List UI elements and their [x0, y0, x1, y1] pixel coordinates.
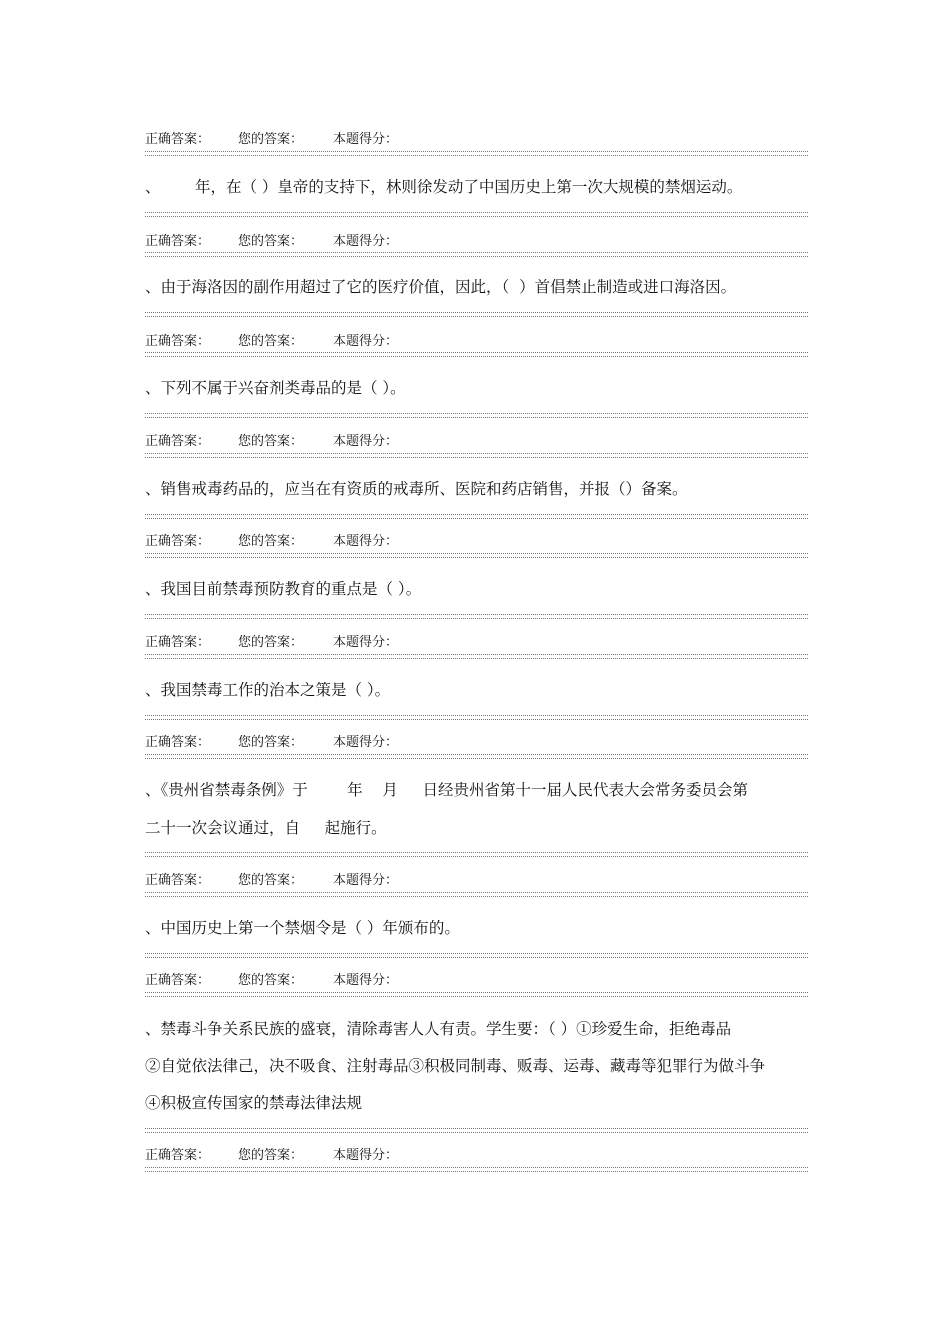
- question-text: 、中国历史上第一个禁烟令是（ ）年颁布的。: [145, 919, 460, 937]
- answer-row: [145, 128, 398, 147]
- divider: [145, 553, 808, 558]
- your-answer-label: 您的答案：: [238, 873, 304, 888]
- divider: [145, 453, 808, 458]
- question-text: 、销售戒毒药品的，应当在有资质的戒毒所、医院和药店销售，并报（）备案。: [145, 480, 688, 498]
- question: [145, 678, 810, 700]
- score-label: 本题得分：: [333, 635, 399, 650]
- divider: [145, 312, 808, 317]
- answer-row: [145, 869, 398, 888]
- divider: [145, 1128, 808, 1133]
- answer-row: [145, 430, 398, 449]
- your-answer-label: 您的答案：: [238, 534, 304, 549]
- correct-answer-label: 正确答案：: [145, 873, 211, 888]
- question: [145, 275, 810, 297]
- question-text: 二十一次会议通过，自 起施行。: [145, 819, 387, 837]
- divider: [145, 514, 808, 519]
- divider: [145, 715, 808, 720]
- divider: [145, 892, 808, 897]
- question-text: ④积极宣传国家的禁毒法律法规: [145, 1094, 363, 1112]
- score-label: 本题得分：: [333, 735, 399, 750]
- correct-answer-label: 正确答案：: [145, 434, 211, 449]
- correct-answer-label: 正确答案：: [145, 534, 211, 549]
- divider: [145, 654, 808, 659]
- divider: [145, 212, 808, 217]
- question: [145, 916, 810, 938]
- answer-row: [145, 530, 398, 549]
- answer-row: [145, 631, 398, 650]
- divider: [145, 754, 808, 759]
- your-answer-label: 您的答案：: [238, 334, 304, 349]
- divider: [145, 413, 808, 418]
- question-continuation: [145, 1054, 810, 1076]
- answer-row: [145, 230, 398, 249]
- score-label: 本题得分：: [333, 434, 399, 449]
- score-label: 本题得分：: [333, 973, 399, 988]
- score-label: 本题得分：: [333, 132, 399, 147]
- score-label: 本题得分：: [333, 534, 399, 549]
- question: [145, 1017, 810, 1039]
- question-text: 、下列不属于兴奋剂类毒品的是（ ）。: [145, 379, 406, 397]
- answer-row: [145, 731, 398, 750]
- divider: [145, 953, 808, 958]
- score-label: 本题得分：: [333, 234, 399, 249]
- answer-row: [145, 969, 398, 988]
- your-answer-label: 您的答案：: [238, 132, 304, 147]
- correct-answer-label: 正确答案：: [145, 973, 211, 988]
- question-text: 、我国禁毒工作的治本之策是（ ）。: [145, 681, 391, 699]
- your-answer-label: 您的答案：: [238, 973, 304, 988]
- question: [145, 577, 810, 599]
- divider: [145, 614, 808, 619]
- your-answer-label: 您的答案：: [238, 434, 304, 449]
- divider: [145, 151, 808, 156]
- question-continuation: [145, 1091, 810, 1113]
- your-answer-label: 您的答案：: [238, 234, 304, 249]
- divider: [145, 1167, 808, 1172]
- correct-answer-label: 正确答案：: [145, 635, 211, 650]
- divider: [145, 252, 808, 257]
- question-continuation: [145, 816, 810, 838]
- answer-row: [145, 330, 398, 349]
- score-label: 本题得分：: [333, 334, 399, 349]
- your-answer-label: 您的答案：: [238, 635, 304, 650]
- divider: [145, 852, 808, 857]
- answer-row: [145, 1144, 398, 1163]
- score-label: 本题得分：: [333, 873, 399, 888]
- question: [145, 477, 810, 499]
- your-answer-label: 您的答案：: [238, 735, 304, 750]
- correct-answer-label: 正确答案：: [145, 334, 211, 349]
- question: [145, 175, 810, 197]
- correct-answer-label: 正确答案：: [145, 1148, 211, 1163]
- your-answer-label: 您的答案：: [238, 1148, 304, 1163]
- score-label: 本题得分：: [333, 1148, 399, 1163]
- divider: [145, 992, 808, 997]
- question-text: 、由于海洛因的副作用超过了它的医疗价值，因此，（ ）首倡禁止制造或进口海洛因。: [145, 278, 737, 296]
- question-text: 、禁毒斗争关系民族的盛衰，清除毒害人人有责。学生要：（ ）①珍爱生命，拒绝毒品: [145, 1020, 732, 1038]
- correct-answer-label: 正确答案：: [145, 132, 211, 147]
- correct-answer-label: 正确答案：: [145, 735, 211, 750]
- question-text: 、《贵州省禁毒条例》于 年 月 日经贵州省第十一届人民代表大会常务委员会第: [145, 781, 749, 799]
- question-text: 、我国目前禁毒预防教育的重点是（ ）。: [145, 580, 422, 598]
- question: [145, 376, 810, 398]
- question-text: 、 年，在（ ）皇帝的支持下，林则徐发动了中国历史上第一次大规模的禁烟运动。: [145, 178, 743, 196]
- correct-answer-label: 正确答案：: [145, 234, 211, 249]
- question-text: ②自觉依法律己，决不吸食、注射毒品③积极同制毒、贩毒、运毒、藏毒等犯罪行为做斗争: [145, 1057, 766, 1075]
- divider: [145, 352, 808, 357]
- question: [145, 778, 810, 800]
